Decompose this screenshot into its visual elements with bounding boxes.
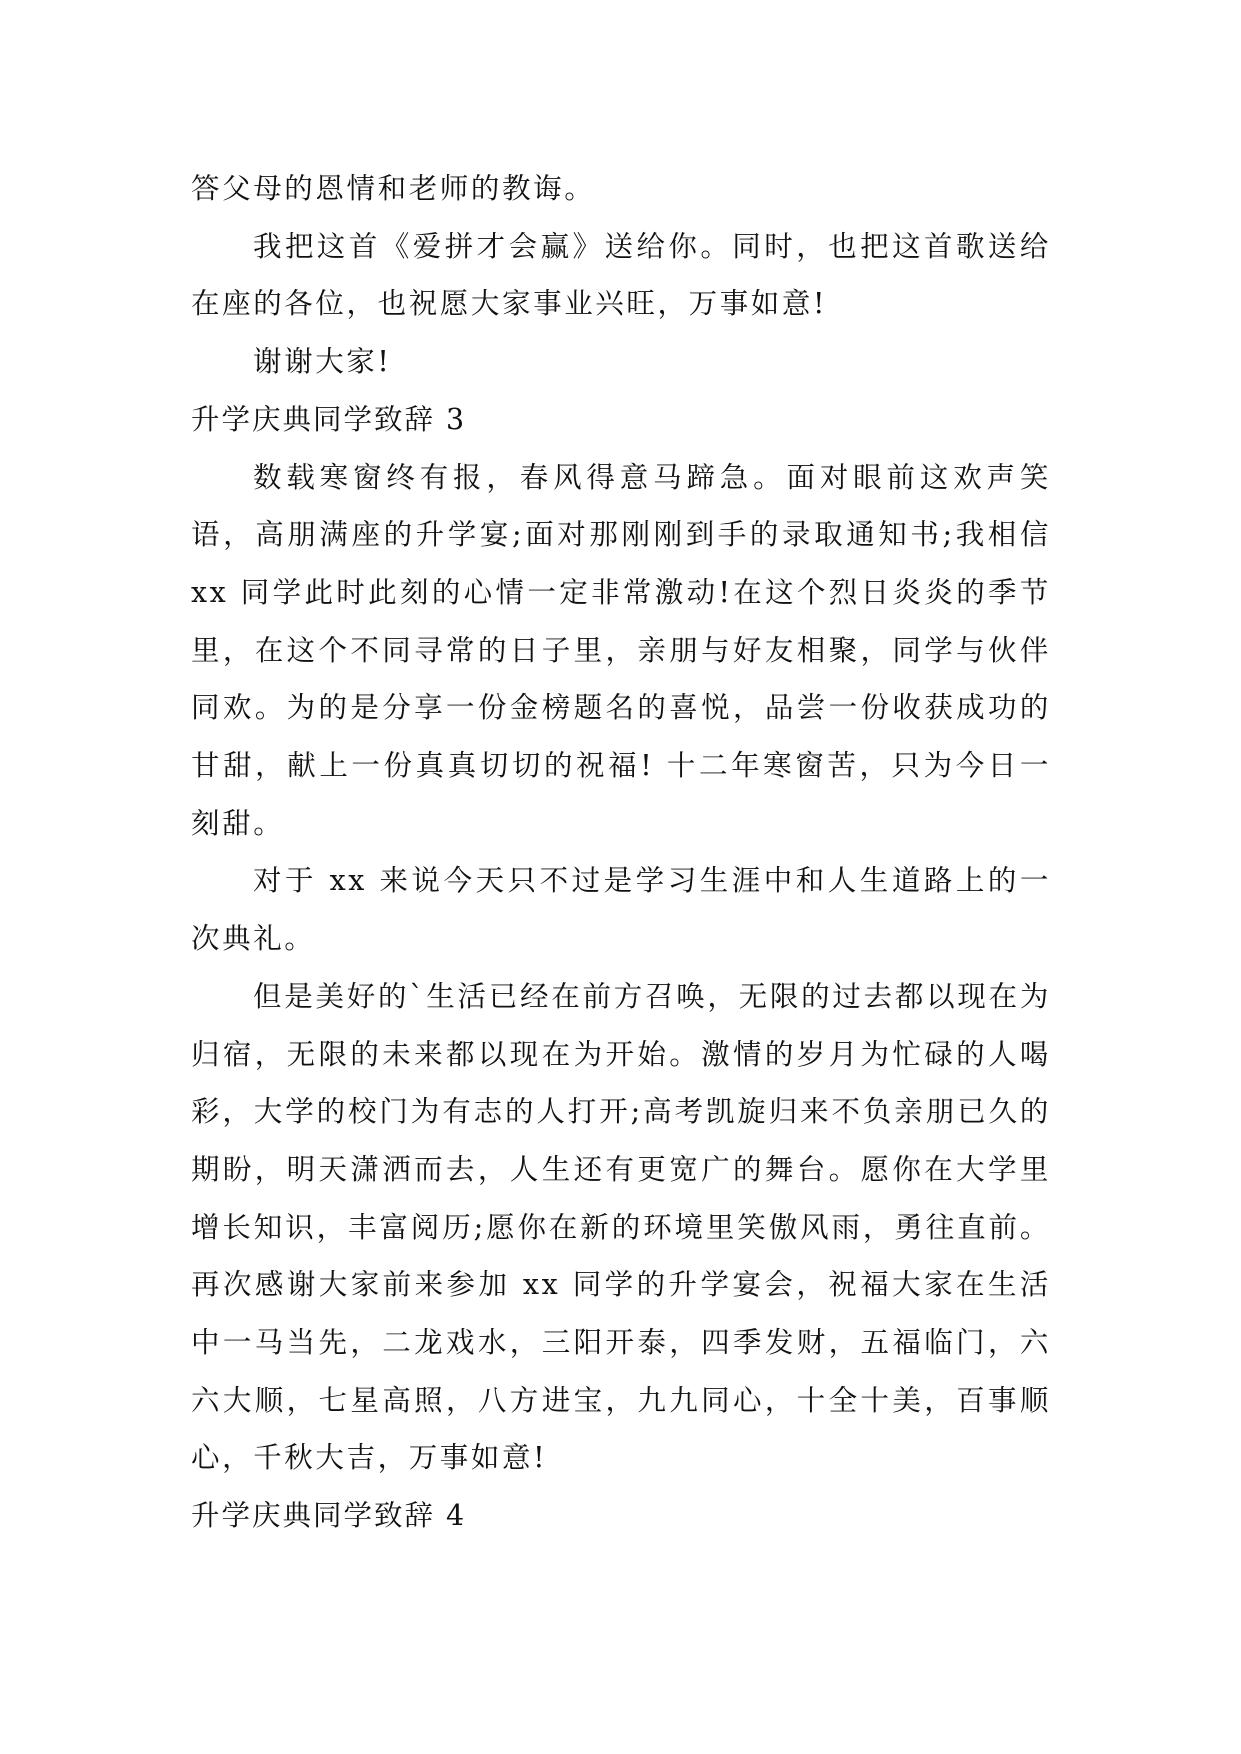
paragraph-continuation: 答父母的恩情和老师的教诲。 (191, 172, 596, 205)
paragraph-song-dedication: 我把这首《爱拼才会赢》送给你。同时，也把这首歌送给在座的各位，也祝愿大家事业兴旺，万事如意! (191, 229, 1051, 321)
paragraph-wishes: 但是美好的`生活已经在前方召唤，无限的过去都以现在为归宿，无限的未来都以现在为开始。激情的岁月为忙碌的人喝彩，大学的校门为有志的人打开;高考凯旋归来不负亲朋已久的期盼，明天潇洒而去，人生还有更宽广的舞台。愿你在大学里增长知识，丰富阅历;愿你在新的环境里笑傲风雨，勇往直前。 再次感谢大家前来参加 xx 同学的升学宴会，祝福大家在生活中一马当先，二龙戏水，三阳开泰，四季发财，五福临门，六六大顺，七星高照，八方进宝，九九同心，十全十美，百事顺心，千秋大吉，万事如意! (191, 979, 1051, 1475)
section-heading-4: 升学庆典同学致辞 4 (191, 1499, 467, 1533)
section-heading-3: 升学庆典同学致辞 3 (191, 402, 467, 436)
paragraph-thanks: 谢谢大家! (253, 345, 392, 379)
document-body (191, 160, 1051, 1545)
paragraph-speech-opening: 数载寒窗终有报，春风得意马蹄急。面对眼前这欢声笑语，高朋满座的升学宴;面对那刚刚到手的录取通知书;我相信 xx 同学此时此刻的心情一定非常激动!在这个烈日炎炎的季节里，在这个不同寻常的日子里，亲朋与好友相聚，同学与伙伴同欢。为的是分享一份金榜题名的喜悦，品尝一份收获成功的甘甜，献上一份真真切切的祝福! 十二年寒窗苦，只为今日一刻甜。 (191, 460, 1051, 840)
paragraph-ceremony: 对于 xx 来说今天只不过是学习生涯中和人生道路上的一次典礼。 (191, 864, 1051, 956)
